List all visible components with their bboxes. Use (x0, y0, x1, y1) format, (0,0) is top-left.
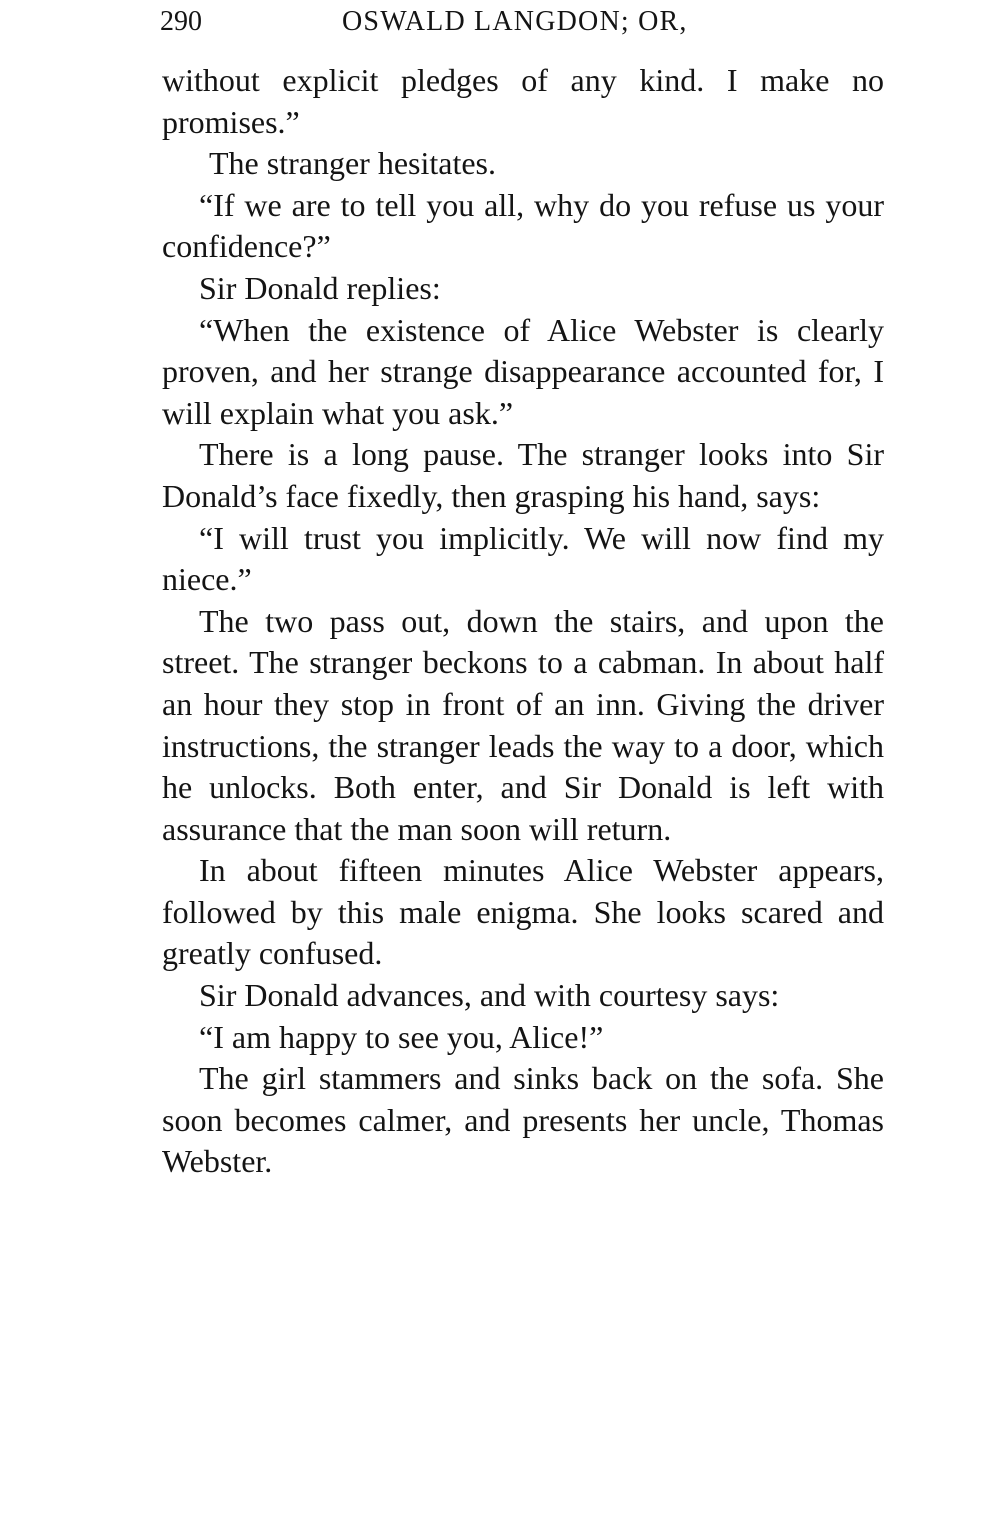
paragraph: “If we are to tell you all, why do you refuse us your confidence?” (162, 186, 884, 265)
paragraph: “I am happy to see you, Alice!” (199, 1018, 604, 1055)
paragraph: There is a long pause. The stranger looks into Sir Donald’s face fixedly, then grasping his hand, says: (162, 436, 884, 514)
paragraph: Sir Donald replies: (199, 269, 441, 306)
paragraph: “I will trust you implicitly. We will now find my niece.” (162, 519, 884, 598)
paragraph: Sir Donald advances, and with courtesy says: (199, 977, 780, 1014)
paragraph: In about fifteen minutes Alice Webster appears, followed by this male enigma. She looks scared and greatly confused. (162, 852, 884, 972)
paragraph-continuation: without explicit pledges of any kind. I make no promises.” (162, 62, 884, 140)
paragraph: The stranger hesitates. (209, 145, 496, 182)
paragraph: “When the existence of Alice Webster is clearly proven, and her strange disappearance accounted for, I will explain what you ask.” (162, 311, 884, 431)
running-title: OSWALD LANGDON; OR, (342, 6, 688, 37)
body-text (162, 60, 884, 1183)
paragraph: The two pass out, down the stairs, and upon the street. The stranger beckons to a cabman. In about half an hour they stop in front of an inn. Giving the driver instructions, the stranger leads the way to a door, which he unlocks. Both enter, and Sir Donald is left with assurance that the man soon will return. (162, 602, 884, 847)
running-head (160, 2, 884, 42)
page-number: 290 (160, 6, 202, 37)
paragraph: The girl stammers and sinks back on the sofa. She soon becomes calmer, and presents her uncle, Thomas Webster. (162, 1060, 884, 1180)
